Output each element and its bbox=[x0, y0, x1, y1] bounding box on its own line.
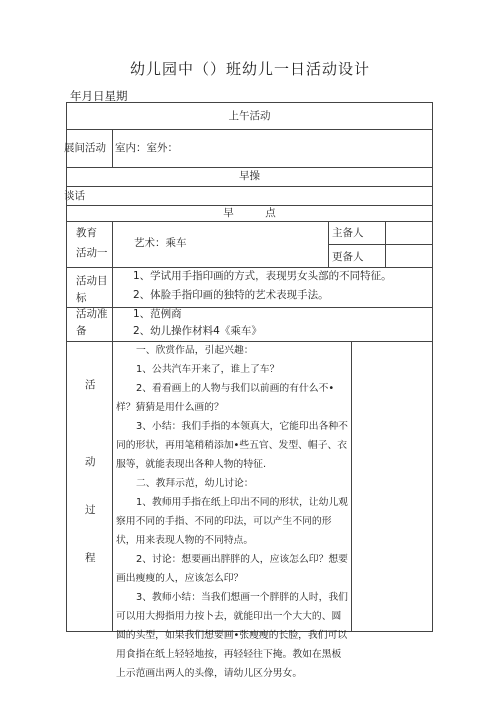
date-line: 年月日星期 bbox=[70, 89, 128, 103]
host-preparer-label: 主备人 bbox=[332, 227, 364, 239]
process-paragraph: 3、小结：我们手指的本领真大，它能印出各种不同的形状，再用笔稍稍添加•些五官、发型、帽子、衣服等，就能表现出各种人物的特征. bbox=[116, 421, 348, 470]
prep-label-line2: 备 bbox=[76, 325, 87, 337]
education-label-line1: 教育 bbox=[76, 227, 97, 239]
process-label-char: 程 bbox=[85, 552, 96, 564]
goal-item: 2、体脸手指印画的独特的艺术表现手法。 bbox=[133, 289, 329, 301]
row-divider bbox=[328, 244, 432, 245]
col-divider bbox=[351, 341, 352, 631]
process-paragraph: 2、看看画上的人物与我们以前画的有什么不•样？猜猜是用什么画的？ bbox=[116, 383, 335, 413]
row-divider bbox=[67, 205, 432, 206]
process-label-char: 活 bbox=[85, 379, 96, 391]
process-paragraph: 3、教师小结：当我们想画一个胖胖的人时，我们可以用大拇指用力按卜去，就能印出一个大大的、圆圆的头型，如果我们想要画•张瘦瘦的长脸，我们可以用食指在纸上轻轻地按，再轻轻往下掩。教如在黑板上示范画出两人的头像，请幼儿区分男女。 bbox=[116, 592, 348, 679]
activity-table bbox=[64, 102, 433, 679]
goal-item: 1、学试用手指印画的方式，表现男女头部的不同特征。 bbox=[133, 270, 392, 282]
process-paragraph: 1、公共汽车开来了，谁上了车？ bbox=[136, 364, 280, 375]
col-divider bbox=[112, 221, 113, 631]
row-divider bbox=[67, 167, 432, 168]
process-paragraph: 1、教师用手指在纸上印出不同的形状，让幼儿观察用不同的手指、不同的印法，可以产生不同的形状，用来表现人物的不同特点。 bbox=[116, 497, 348, 546]
alt-preparer-label: 更备人 bbox=[332, 251, 364, 263]
morning-exercise-heading: 早操 bbox=[239, 170, 260, 182]
row-divider bbox=[67, 307, 432, 308]
col-divider bbox=[328, 221, 329, 267]
row-divider bbox=[67, 186, 432, 187]
prep-label-line1: 活动准 bbox=[76, 308, 108, 320]
morning-activity-heading: 上午活动 bbox=[228, 110, 271, 122]
expand-activity-label: 展间活动 bbox=[64, 142, 106, 154]
row-divider bbox=[67, 267, 432, 268]
goal-label-line2: 标 bbox=[76, 292, 87, 304]
education-label-line2: 活动一 bbox=[76, 247, 108, 259]
process-body bbox=[116, 341, 348, 683]
prep-item: 2、幼儿操作材料4《乘车》 bbox=[133, 325, 262, 337]
education-activity-value: 艺术：乘车 bbox=[134, 237, 187, 249]
process-paragraph: 2、讨论：想要画出胖胖的人，应该怎么印？想要画出瘦瘦的人，应该怎么印？ bbox=[116, 554, 348, 584]
breakfast-heading: 早 点 bbox=[223, 207, 276, 219]
prep-item: 1、范例商 bbox=[133, 308, 182, 320]
goal-label-line1: 活动目 bbox=[76, 275, 108, 287]
process-label-char: 过 bbox=[85, 504, 96, 516]
process-paragraph: 一、欣赏作品，引起兴趣： bbox=[136, 345, 254, 356]
expand-activity-value: 室内：室外： bbox=[115, 142, 178, 154]
page-title: 幼儿园中（）班幼儿一日活动设计 bbox=[129, 60, 370, 78]
process-label-char: 动 bbox=[85, 456, 96, 468]
row-divider bbox=[67, 129, 432, 130]
col-divider bbox=[112, 129, 113, 167]
row-divider bbox=[67, 221, 432, 222]
process-paragraph: 二、教拜示范，幼儿讨论： bbox=[136, 478, 254, 489]
col-divider bbox=[385, 221, 386, 267]
talk-label: 谈话 bbox=[64, 190, 85, 202]
